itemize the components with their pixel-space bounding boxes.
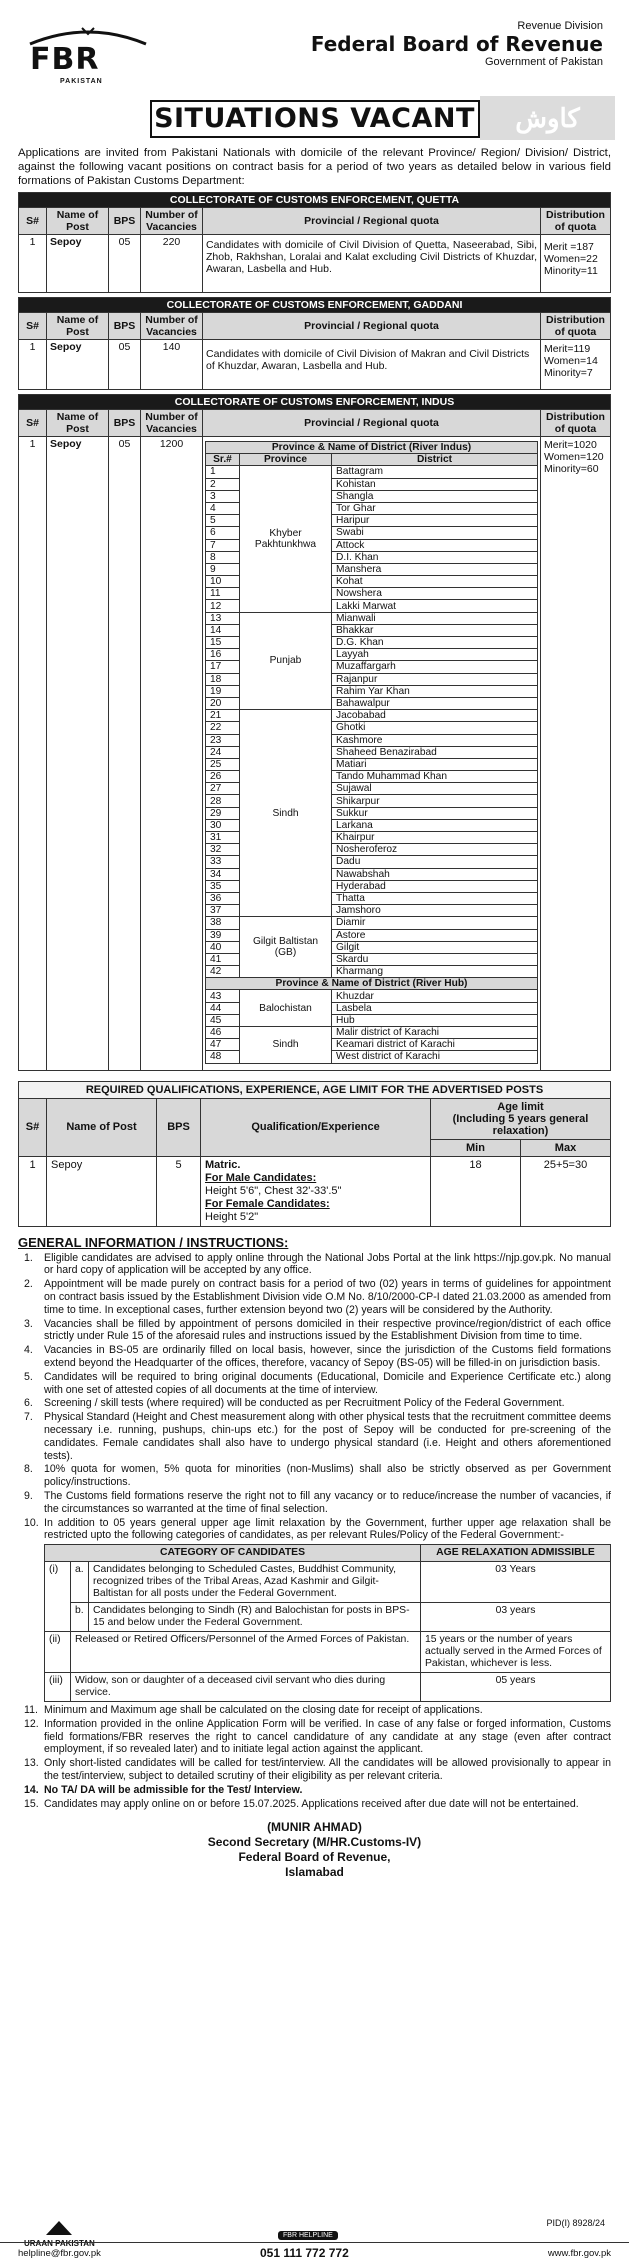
dist-merit: Merit=119 (544, 343, 591, 355)
col-max: Max (521, 1139, 611, 1156)
col-dist: Distribution of quota (541, 313, 611, 340)
district-row (206, 917, 538, 929)
district-name: Jamshoro (332, 905, 538, 917)
district-name: Matiari (332, 758, 538, 770)
cat-sub: a. (71, 1562, 89, 1603)
instruction-item: 13. Only short-listed candidates will be called for test/interview. All the candidates will be allowed provisionally to appear in the test/interview, subject to detailed scrutiny of their eligibility as per relevant criteria. (24, 1757, 611, 1783)
district-name: Rahim Yar Khan (332, 685, 538, 697)
cat-no: (ii) (45, 1632, 71, 1673)
district-sr: 48 (206, 1051, 240, 1063)
instructions-list-2 (18, 1704, 611, 1810)
district-sr: 6 (206, 527, 240, 539)
col-sno: S# (19, 313, 47, 340)
district-row (206, 466, 538, 478)
district-sr: 1 (206, 466, 240, 478)
district-name: Khairpur (332, 832, 538, 844)
instruction-item: 15. Candidates may apply online on or before 15.07.2025. Applications received after due date will not be entertained. (24, 1797, 579, 1810)
district-sr: 34 (206, 868, 240, 880)
district-sr: 16 (206, 649, 240, 661)
cell-post: Sepoy (47, 1156, 157, 1226)
district-sr: 26 (206, 771, 240, 783)
dist-merit: Merit=1020 (544, 439, 597, 451)
age-relaxation-table (44, 1544, 611, 1702)
district-row (206, 990, 538, 1002)
col-post: Name of Post (47, 208, 109, 235)
cat-text: Candidates belonging to Scheduled Castes, Buddhist Community, recognized tribes of the Tribal Areas, Azad Kashmir and Gilgit-Baltistan for all posts under the Federal Government. (89, 1562, 421, 1603)
instruction-item: 4. Vacancies in BS-05 are ordinarily filled on local basis, however, since the jurisdiction of the Customs field formations extend beyond the Headquarter of the offices, therefore, vacancy of Sepoy (BS-05) will be filled-in on jurisdiction basis. (24, 1344, 611, 1369)
district-name: Lasbela (332, 1002, 538, 1014)
province-name: Balochistan (240, 990, 332, 1027)
section-title: COLLECTORATE OF CUSTOMS ENFORCEMENT, QUETTA (19, 193, 611, 208)
district-name: Kharmang (332, 966, 538, 978)
dist-women: Women=14 (544, 355, 598, 367)
logo-subtext: PAKISTAN (60, 78, 103, 85)
col-sno: S# (19, 208, 47, 235)
instruction-item: 7. Physical Standard (Height and Chest measurement along with other physical tests that the recruitment committee deems necessary i.e. running, pushups, chin-ups etc.) for the post of Sepoy will be conducted for pre-screening of the candidates. Female candidates shall also have to undergo physical standard (i.e. Height and others aforementioned tests). (24, 1411, 611, 1462)
uraan-icon (44, 2219, 74, 2237)
logo-text: FBR (30, 42, 100, 77)
page-title: SITUATIONS VACANT (150, 100, 480, 138)
col-category: CATEGORY OF CANDIDATES (45, 1545, 421, 1562)
district-name: Battagram (332, 466, 538, 478)
district-sr: 38 (206, 917, 240, 929)
dist-women: Women=22 (544, 253, 598, 265)
instruction-item: 2. Appointment will be made purely on contract basis for a period of two (02) years in terms of guidelines for appointment on contract basis issued by the Establishment Division vide O.M No. 8/10/2000-CP-I dated 21.03.2000 as amended from time to time. In exceptional cases, further extension beyond two (2) years will be considered by the Authority. (24, 1278, 611, 1316)
cell-vac: 140 (141, 340, 203, 390)
phone-number[interactable]: 051 111 772 772 (260, 2246, 349, 2260)
district-sr: 32 (206, 844, 240, 856)
cat-relax: 15 years or the number of years actually served in the Armed Forces of Pakistan, whichever is less. (421, 1632, 611, 1673)
gov-label: Government of Pakistan (484, 56, 603, 68)
district-name: Nawabshah (332, 868, 538, 880)
col-relaxation: AGE RELAXATION ADMISSIBLE (421, 1545, 611, 1562)
gaddani-table (18, 297, 611, 390)
col-sr: Sr.# (206, 454, 240, 466)
qual-female-height: Height 5'2" (205, 1210, 259, 1223)
district-sr: 40 (206, 941, 240, 953)
cell-max-age: 25+5=30 (521, 1156, 611, 1226)
district-sr: 36 (206, 892, 240, 904)
district-sr: 41 (206, 953, 240, 965)
district-sr: 3 (206, 490, 240, 502)
indus-table (18, 394, 611, 1071)
district-name: Kashmore (332, 734, 538, 746)
province-name: Sindh (240, 710, 332, 917)
district-name: Rajanpur (332, 673, 538, 685)
district-name: Larkana (332, 819, 538, 831)
district-name: Astore (332, 929, 538, 941)
district-name: Swabi (332, 527, 538, 539)
district-subheader: Province & Name of District (River Hub) (206, 978, 538, 990)
district-name: Dadu (332, 856, 538, 868)
col-vac: Number of Vacancies (141, 313, 203, 340)
district-name: Jacobabad (332, 710, 538, 722)
district-name: Nosheroferoz (332, 844, 538, 856)
col-quota: Provincial / Regional quota (203, 208, 541, 235)
cat-text: Released or Retired Officers/Personnel of the Armed Forces of Pakistan. (71, 1632, 421, 1673)
col-bps: BPS (109, 313, 141, 340)
district-name: Haripur (332, 515, 538, 527)
org-title: Federal Board of Revenue (310, 32, 603, 56)
instruction-item: 5. Candidates will be required to bring original documents (Educational, Domicile and Experience Certificate etc.) along with one set of attested copies of all documents at the time of interview. (24, 1370, 611, 1396)
header (18, 12, 611, 94)
dist-women: Women=120 (544, 451, 604, 463)
district-name: Mianwali (332, 612, 538, 624)
col-vac: Number of Vacancies (141, 208, 203, 235)
qual-matric: Matric. (205, 1158, 241, 1171)
province-name: Gilgit Baltistan (GB) (240, 917, 332, 978)
cell-post: Sepoy (47, 340, 109, 390)
uraan-text: URAAN PAKISTAN (24, 2239, 95, 2248)
district-name: Ghotki (332, 722, 538, 734)
district-name: Layyah (332, 649, 538, 661)
district-sr: 13 (206, 612, 240, 624)
district-name: D.I. Khan (332, 551, 538, 563)
instruction-item: 12. Information provided in the online Application Form will be verified. In case of any false or forged information, Customs field formations/FBR reserves the right to cancel candidature of any candidate at any stage (even after contract employment, if so revealed later) and to initiate legal action against the applicant. (24, 1717, 611, 1756)
district-row (206, 710, 538, 722)
col-district: District (332, 454, 538, 466)
district-sr: 44 (206, 1002, 240, 1014)
col-quota: Provincial / Regional quota (203, 410, 541, 437)
col-vac: Number of Vacancies (141, 410, 203, 437)
district-name: Shangla (332, 490, 538, 502)
age-label: Age limit (497, 1100, 544, 1113)
cell-quota (203, 437, 541, 1071)
cell-vac: 1200 (141, 437, 203, 1071)
district-sr: 12 (206, 600, 240, 612)
col-sno: S# (19, 1098, 47, 1156)
cell-bps: 05 (109, 437, 141, 1071)
district-name: Lakki Marwat (332, 600, 538, 612)
cell-dist (541, 437, 611, 1071)
district-sr: 20 (206, 697, 240, 709)
cat-sub: b. (71, 1603, 89, 1632)
district-name: Muzaffargarh (332, 661, 538, 673)
website-link[interactable]: www.fbr.gov.pk (547, 2248, 611, 2259)
cell-dist (541, 235, 611, 293)
signatory-title: Second Secretary (M/HR.Customs-IV) (207, 1835, 422, 1850)
district-sr: 39 (206, 929, 240, 941)
district-subheader: Province & Name of District (River Indus) (206, 442, 538, 454)
qual-female-label: For Female Candidates: (205, 1197, 330, 1210)
cat-relax: 03 Years (421, 1562, 611, 1603)
district-name: West district of Karachi (332, 1051, 538, 1063)
signature-block (18, 1820, 611, 1880)
cell-quota: Candidates with domicile of Civil Division of Quetta, Naseerabad, Sibi, Zhob, Rakhshan, Loralai and Kalat excluding Civil Districts of Khuzdar, Awaran, Lasbella and Hub. (203, 235, 541, 293)
district-sr: 25 (206, 758, 240, 770)
cat-relax: 05 years (421, 1673, 611, 1702)
instruction-item: 6. Screening / skill tests (where required) will be conducted as per Recruitment Policy of the Federal Government. (24, 1397, 565, 1410)
cell-sno: 1 (19, 235, 47, 293)
district-sr: 14 (206, 624, 240, 636)
district-sr: 31 (206, 832, 240, 844)
watermark-logo: کاوش (480, 96, 615, 140)
district-name: Bhakkar (332, 624, 538, 636)
district-sr: 2 (206, 478, 240, 490)
district-sr: 8 (206, 551, 240, 563)
district-sr: 47 (206, 1039, 240, 1051)
quetta-table (18, 192, 611, 293)
col-qualification: Qualification/Experience (201, 1098, 431, 1156)
cell-bps: 5 (157, 1156, 201, 1226)
cell-qualification (201, 1156, 431, 1226)
district-sr: 17 (206, 661, 240, 673)
cell-bps: 05 (109, 235, 141, 293)
district-sr: 21 (206, 710, 240, 722)
district-sr: 27 (206, 783, 240, 795)
district-sr: 9 (206, 563, 240, 575)
district-name: Malir district of Karachi (332, 1027, 538, 1039)
fbr-logo (26, 26, 150, 86)
cat-text: Widow, son or daughter of a deceased civil servant who dies during service. (71, 1673, 421, 1702)
instruction-item: 10. In addition to 05 years general upper age limit relaxation by the Government, further upper age relaxation shall be restricted upto the following categories of candidates, as per relevant Rules/Policy of the Federal Government:- (24, 1516, 611, 1542)
province-name: Punjab (240, 612, 332, 710)
col-age (431, 1098, 611, 1139)
col-min: Min (431, 1139, 521, 1156)
district-sr: 43 (206, 990, 240, 1002)
qualification-table (18, 1081, 611, 1227)
district-sr: 19 (206, 685, 240, 697)
footer (0, 2200, 629, 2264)
instruction-item: 3. Vacancies shall be filled by appointment of persons domiciled in their respective province/region/district of each office strictly under Rule 15 of the aforesaid rules and instructions issued by the Establishment Division from time to time. (24, 1317, 611, 1343)
cell-min-age: 18 (431, 1156, 521, 1226)
signatory-city: Islamabad (285, 1865, 344, 1880)
col-quota: Provincial / Regional quota (203, 313, 541, 340)
district-name: Hyderabad (332, 880, 538, 892)
instruction-item: 8. 10% quota for women, 5% quota for minorities (non-Muslims) shall also be strictly observed as per Government policy/instructions. (24, 1463, 611, 1489)
pid-code: PID(I) 8928/24 (546, 2218, 605, 2228)
district-name: Shikarpur (332, 795, 538, 807)
district-sr: 28 (206, 795, 240, 807)
qualification-title: REQUIRED QUALIFICATIONS, EXPERIENCE, AGE LIMIT FOR THE ADVERTISED POSTS (19, 1081, 611, 1098)
cell-sno: 1 (19, 437, 47, 1071)
district-sr: 7 (206, 539, 240, 551)
province-name: Sindh (240, 1027, 332, 1064)
district-name: Hub (332, 1014, 538, 1026)
cat-no: (iii) (45, 1673, 71, 1702)
district-sr: 10 (206, 576, 240, 588)
division-label: Revenue Division (517, 20, 603, 32)
district-sr: 15 (206, 637, 240, 649)
district-name: Sujawal (332, 783, 538, 795)
district-row (206, 1027, 538, 1039)
district-sr: 42 (206, 966, 240, 978)
cell-post: Sepoy (47, 235, 109, 293)
district-name: Gilgit (332, 941, 538, 953)
district-sr: 23 (206, 734, 240, 746)
col-post: Name of Post (47, 410, 109, 437)
cell-quota: Candidates with domicile of Civil Division of Makran and Civil Districts of Khuzdar, Awaran, Lasbella and Hub. (203, 340, 541, 390)
district-sr: 4 (206, 502, 240, 514)
district-sr: 46 (206, 1027, 240, 1039)
col-bps: BPS (109, 208, 141, 235)
district-name: Keamari district of Karachi (332, 1039, 538, 1051)
cat-no: (i) (45, 1562, 71, 1632)
district-name: Skardu (332, 953, 538, 965)
district-name: Shaheed Benazirabad (332, 746, 538, 758)
helpline-badge: FBR HELPLINE (278, 2231, 338, 2240)
cell-post: Sepoy (47, 437, 109, 1071)
district-name: Khuzdar (332, 990, 538, 1002)
dist-merit: Merit =187 (544, 241, 594, 253)
district-table (205, 441, 538, 1064)
cell-sno: 1 (19, 1156, 47, 1226)
district-sr: 11 (206, 588, 240, 600)
col-post: Name of Post (47, 1098, 157, 1156)
district-name: Manshera (332, 563, 538, 575)
district-name: Tor Ghar (332, 502, 538, 514)
col-province: Province (240, 454, 332, 466)
contact-bar (0, 2242, 629, 2264)
district-name: Kohat (332, 576, 538, 588)
cell-sno: 1 (19, 340, 47, 390)
instructions-list (18, 1252, 611, 1543)
section-title: COLLECTORATE OF CUSTOMS ENFORCEMENT, INDUS (19, 395, 611, 410)
col-sno: S# (19, 410, 47, 437)
district-name: Attock (332, 539, 538, 551)
section-title: COLLECTORATE OF CUSTOMS ENFORCEMENT, GADDANI (19, 298, 611, 313)
district-sr: 24 (206, 746, 240, 758)
qual-male-height: Height 5'6", Chest 32'-33'.5" (205, 1184, 342, 1197)
col-dist: Distribution of quota (541, 208, 611, 235)
district-sr: 29 (206, 807, 240, 819)
cell-bps: 05 (109, 340, 141, 390)
district-row (206, 612, 538, 624)
instruction-item: 14. No TA/ DA will be admissible for the Test/ Interview. (24, 1783, 303, 1796)
age-note: (Including 5 years general relaxation) (452, 1112, 589, 1137)
col-bps: BPS (157, 1098, 201, 1156)
district-sr: 30 (206, 819, 240, 831)
instruction-item: 11. Minimum and Maximum age shall be calculated on the closing date for receipt of applications. (24, 1704, 483, 1717)
col-dist: Distribution of quota (541, 410, 611, 437)
district-name: Sukkur (332, 807, 538, 819)
district-sr: 45 (206, 1014, 240, 1026)
col-post: Name of Post (47, 313, 109, 340)
dist-minority: Minority=11 (544, 265, 598, 277)
district-name: D.G. Khan (332, 637, 538, 649)
district-sr: 37 (206, 905, 240, 917)
cat-text: Candidates belonging to Sindh (R) and Balochistan for posts in BPS-15 and below under the Federal Government. (89, 1603, 421, 1632)
signatory-org: Federal Board of Revenue, (238, 1850, 391, 1865)
cell-dist (541, 340, 611, 390)
general-info-title: GENERAL INFORMATION / INSTRUCTIONS: (18, 1234, 289, 1250)
cat-relax: 03 years (421, 1603, 611, 1632)
province-name: Khyber Pakhtunkhwa (240, 466, 332, 612)
qual-male-label: For Male Candidates: (205, 1171, 317, 1184)
district-sr: 35 (206, 880, 240, 892)
cell-vac: 220 (141, 235, 203, 293)
district-name: Bahawalpur (332, 697, 538, 709)
instruction-item: 9. The Customs field formations reserve the right not to fill any vacancy or to reduce/increase the number of vacancies, if the circumstances so warranted at the time of final selection. (24, 1489, 611, 1515)
district-sr: 33 (206, 856, 240, 868)
intro-paragraph: Applications are invited from Pakistani Nationals with domicile of the relevant Province/ Region/ Division/ District, against the following vacant positions on contract basis for a period of two years as detailed below in various field formations of Pakistan Customs Department: (18, 147, 611, 187)
dist-minority: Minority=60 (544, 463, 599, 475)
district-name: Diamir (332, 917, 538, 929)
dist-minority: Minority=7 (544, 367, 593, 379)
district-name: Tando Muhammad Khan (332, 771, 538, 783)
district-sr: 18 (206, 673, 240, 685)
col-bps: BPS (109, 410, 141, 437)
district-name: Thatta (332, 892, 538, 904)
email-link[interactable]: helpline@fbr.gov.pk (18, 2248, 101, 2259)
signatory-name: (MUNIR AHMAD) (267, 1820, 362, 1835)
district-sr: 5 (206, 515, 240, 527)
instruction-item: 1. Eligible candidates are advised to apply online through the National Jobs Portal at the link https://njp.gov.pk. No manual or hard copy of application will be accepted by any office. (24, 1251, 611, 1277)
district-name: Nowshera (332, 588, 538, 600)
district-sr: 22 (206, 722, 240, 734)
district-name: Kohistan (332, 478, 538, 490)
